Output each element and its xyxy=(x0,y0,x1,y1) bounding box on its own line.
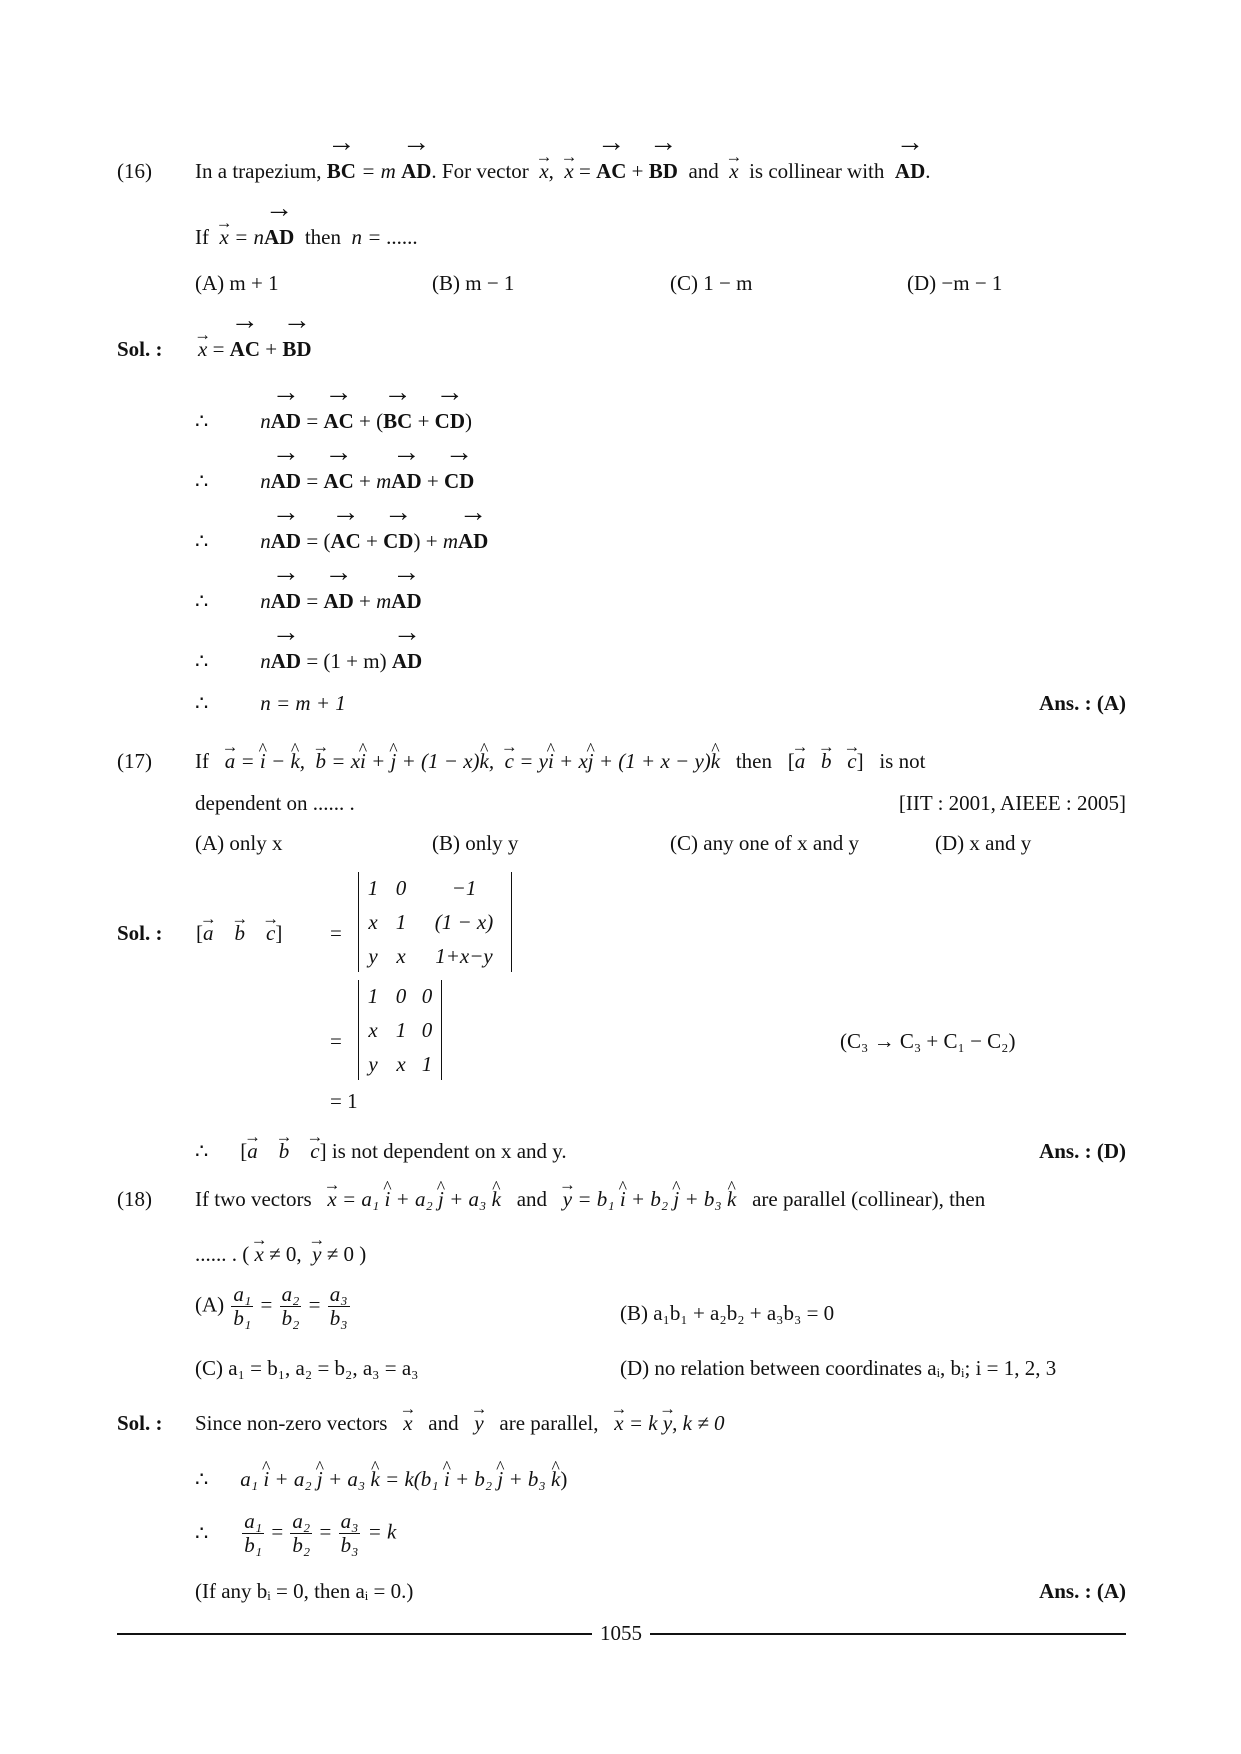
q17-line1: If → a = ^ i − ^ k, → b = x^ i + ^ j + (1 − x)^ k, → c = y^ i + x^ j + (1 + x − y)^ k then [→ a → b → c] is not xyxy=(195,750,925,773)
q17-number: (17) xyxy=(117,749,152,773)
vec-x: → x xyxy=(564,160,573,183)
vec-bd: → BD xyxy=(282,338,311,361)
sol16-step5: ∴ n→ AD = (1 + m) → AD xyxy=(195,650,422,673)
q16-line2: If → x = n→ AD then n = ...... xyxy=(195,226,418,249)
sol17-equals-2: = xyxy=(330,1029,342,1053)
q17-line2: dependent on ...... . xyxy=(195,791,355,815)
q18-option-c: (C) a₁ = b₁, a₂ = b₂, a₃ = a₃ xyxy=(195,1356,419,1380)
q17-option-c: (C) any one of x and y xyxy=(670,831,859,855)
vec-x: → x xyxy=(729,160,738,183)
q16-option-b: (B) m − 1 xyxy=(432,271,515,295)
determinant-original: 1 0 −1 x 1 (1 − x) y x 1+x−y xyxy=(358,872,512,972)
sol17-conclusion: ∴ [→ a → b → c] is not dependent on x and y. xyxy=(195,1140,567,1163)
sol16-label: Sol. : xyxy=(117,337,163,361)
q16-option-c: (C) 1 − m xyxy=(670,271,753,295)
sol17-bracket: [→ a → b → c] xyxy=(196,922,282,945)
vec-ac: → AC xyxy=(230,338,260,361)
vec-x: → x xyxy=(198,338,207,361)
answer-18: Ans. : (A) xyxy=(1039,1579,1126,1603)
q17-option-d: (D) x and y xyxy=(935,831,1032,855)
sol16-final: ∴ n = m + 1 xyxy=(195,691,346,715)
q17-source: [IIT : 2001, AIEEE : 2005] xyxy=(898,791,1126,815)
sol17-equals-one: = 1 xyxy=(330,1089,358,1113)
sol18-step1: ∴ a₁ ^ i + a₂ ^ j + a₃ ^ k = k(b₁ ^ i + b₂ ^ j + b₃ ^ k) xyxy=(195,1468,567,1491)
sol16-step4: ∴ n→ AD = → AD + m→ AD xyxy=(195,590,422,613)
vec-x: → x xyxy=(539,160,548,183)
footer-rule-left xyxy=(117,1633,592,1635)
q16-option-d: (D) −m − 1 xyxy=(907,271,1003,295)
answer-17: Ans. : (D) xyxy=(1039,1139,1126,1163)
vec-ac: → AC xyxy=(596,160,626,183)
vec-x: → x xyxy=(220,226,229,249)
q17-option-a: (A) only x xyxy=(195,831,283,855)
determinant-reduced: 1 0 0 x 1 0 y x 1 xyxy=(358,980,442,1080)
q18-option-a: (A) $\frac{\text{a₁}}{\text{b₁}}$ = $\frac{\text{a₂}}{\text{b₂}}$ = $\frac{\text{a₃}}{\text{b₃}}$ xyxy=(195,1282,348,1331)
answer-16: Ans. : (A) xyxy=(1039,691,1126,715)
q18-line1: If two vectors → x = a₁ ^ i + a₂ ^ j + a₃ ^ k and → y = b₁ ^ i + b₂ ^ j + b₃ ^ k are parallel (collinear), then xyxy=(195,1188,985,1211)
sol16-step0: → x = → AC + → BD xyxy=(198,338,312,361)
q16-number: (16) xyxy=(117,159,152,183)
sol17-label: Sol. : xyxy=(117,921,163,945)
vec-ad: → AD xyxy=(264,226,294,249)
q18-number: (18) xyxy=(117,1187,152,1211)
q17-option-b: (B) only y xyxy=(432,831,519,855)
sol16-step1: ∴ n→ AD = → AC + (→ BC + → CD) xyxy=(195,410,472,433)
sol16-step3: ∴ n→ AD = (→ AC + → CD) + m→ AD xyxy=(195,530,488,553)
q16-option-a: (A) m + 1 xyxy=(195,271,279,295)
q18-option-b: (B) a₁b₁ + a₂b₂ + a₃b₃ = 0 xyxy=(620,1301,835,1325)
q18-line2: ...... . ( → x ≠ 0, → y ≠ 0 ) xyxy=(195,1243,366,1266)
vec-bc: → BC xyxy=(327,160,356,183)
q18-option-d: (D) no relation between coordinates aᵢ, bᵢ; i = 1, 2, 3 xyxy=(620,1356,1057,1380)
vec-ad: → AD xyxy=(895,160,925,183)
column-operation: (C₃ → C₃ + C₁ − C₂) xyxy=(840,1029,1016,1053)
sol18-line1: Since non-zero vectors → x and → y are parallel, → x = k → y, k ≠ 0 xyxy=(195,1412,725,1435)
footer-rule-right xyxy=(650,1633,1126,1635)
vec-ad: → AD xyxy=(401,160,431,183)
sol18-step2: ∴ $\frac{\text{a₁}}{\text{b₁}}$ = $\frac{\text{a₂}}{\text{b₂}}$ = $\frac{\text{a₃}}{\text{b₃}}$ = k xyxy=(195,1509,397,1558)
q16-line1: In a trapezium, → BC = m → AD. For vector → x, → x = → AC + → BD and → x is collinear with → AD. xyxy=(195,160,931,183)
page-number: 1055 xyxy=(600,1621,642,1645)
sol17-equals: = xyxy=(330,921,342,945)
sol16-step2: ∴ n→ AD = → AC + m→ AD + → CD xyxy=(195,470,474,493)
sol18-label: Sol. : xyxy=(117,1411,163,1435)
vec-bd: → BD xyxy=(649,160,678,183)
sol18-note: (If any bᵢ = 0, then aᵢ = 0.) xyxy=(195,1579,414,1603)
